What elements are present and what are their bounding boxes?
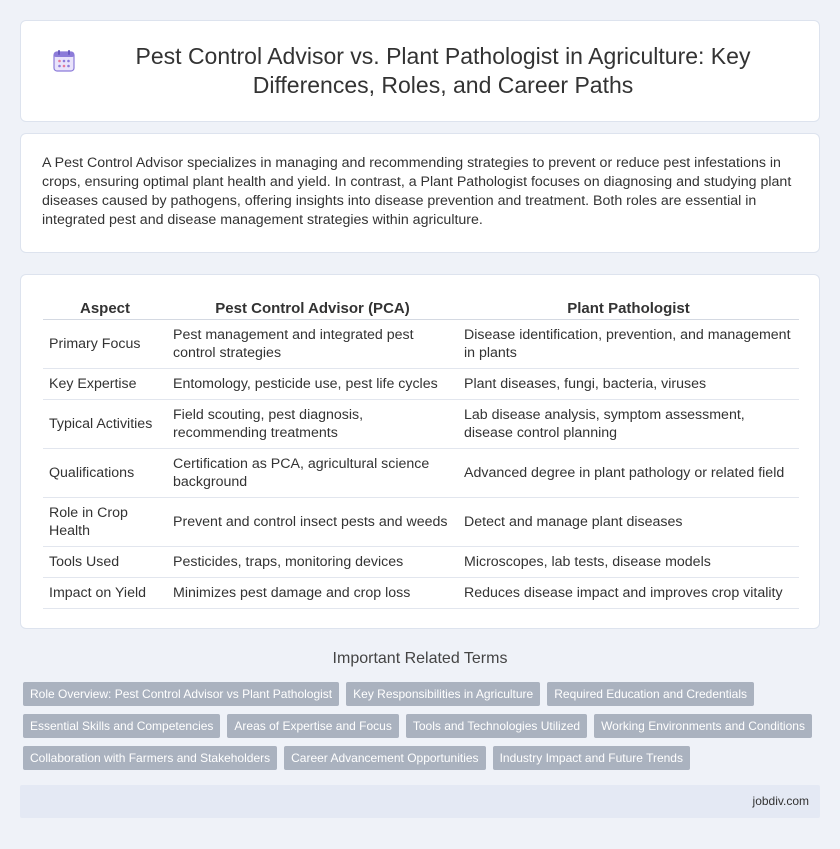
aspect-cell: Typical Activities — [43, 399, 167, 448]
related-term-tag[interactable]: Industry Impact and Future Trends — [493, 746, 690, 770]
intro-card — [20, 133, 820, 253]
pathologist-cell: Plant diseases, fungi, bacteria, viruses — [458, 368, 799, 399]
table-row — [43, 448, 799, 497]
aspect-cell: Tools Used — [43, 546, 167, 577]
table-header-row — [43, 297, 799, 319]
table-row — [43, 577, 799, 608]
related-term-tag[interactable]: Tools and Technologies Utilized — [406, 714, 587, 738]
related-terms-list — [23, 682, 823, 770]
title-card — [20, 20, 820, 122]
pca-cell: Certification as PCA, agricultural science background — [167, 448, 458, 497]
comparison-table — [43, 297, 799, 609]
pathologist-cell: Advanced degree in plant pathology or related field — [458, 448, 799, 497]
pca-cell: Pest management and integrated pest control strategies — [167, 319, 458, 368]
related-term-tag[interactable]: Collaboration with Farmers and Stakeholders — [23, 746, 277, 770]
related-term-tag[interactable]: Role Overview: Pest Control Advisor vs Plant Pathologist — [23, 682, 339, 706]
table-row — [43, 497, 799, 546]
pca-cell: Prevent and control insect pests and weeds — [167, 497, 458, 546]
intro-paragraph: A Pest Control Advisor specializes in managing and recommending strategies to prevent or reduce pest infestations in crops, ensuring optimal plant health and yield. In contrast, a Plant Pathologist focuses on diagnosing and studying plant diseases caused by pathogens, offering insights into disease prevention and treatment. Both roles are essential in integrated pest and disease management strategies within agriculture. — [42, 155, 792, 228]
aspect-cell: Qualifications — [43, 448, 167, 497]
pathologist-cell: Lab disease analysis, symptom assessment, disease control planning — [458, 399, 799, 448]
table-row — [43, 319, 799, 368]
related-term-tag[interactable]: Essential Skills and Competencies — [23, 714, 220, 738]
related-term-tag[interactable]: Career Advancement Opportunities — [284, 746, 485, 770]
pca-cell: Entomology, pesticide use, pest life cycles — [167, 368, 458, 399]
pca-cell: Field scouting, pest diagnosis, recommending treatments — [167, 399, 458, 448]
column-header-pca: Pest Control Advisor (PCA) — [167, 297, 458, 319]
calendar-icon — [51, 48, 77, 74]
title-wrap — [51, 42, 789, 100]
pca-cell: Minimizes pest damage and crop loss — [167, 577, 458, 608]
aspect-cell: Key Expertise — [43, 368, 167, 399]
aspect-cell: Impact on Yield — [43, 577, 167, 608]
table-row — [43, 546, 799, 577]
related-terms-heading: Important Related Terms — [332, 650, 508, 667]
column-header-aspect: Aspect — [43, 297, 167, 319]
aspect-cell: Role in Crop Health — [43, 497, 167, 546]
pathologist-cell: Disease identification, prevention, and management in plants — [458, 319, 799, 368]
related-term-tag[interactable]: Areas of Expertise and Focus — [227, 714, 398, 738]
pathologist-cell: Detect and manage plant diseases — [458, 497, 799, 546]
pca-cell: Pesticides, traps, monitoring devices — [167, 546, 458, 577]
footer — [20, 785, 820, 818]
page-title: Pest Control Advisor vs. Plant Pathologist in Agriculture: Key Differences, Roles, and Career Paths — [135, 43, 751, 98]
comparison-table-card — [20, 274, 820, 629]
related-term-tag[interactable]: Key Responsibilities in Agriculture — [346, 682, 540, 706]
related-term-tag[interactable]: Required Education and Credentials — [547, 682, 754, 706]
column-header-plant-pathologist: Plant Pathologist — [458, 297, 799, 319]
related-term-tag[interactable]: Working Environments and Conditions — [594, 714, 812, 738]
aspect-cell: Primary Focus — [43, 319, 167, 368]
pathologist-cell: Reduces disease impact and improves crop vitality — [458, 577, 799, 608]
footer-site-link[interactable]: jobdiv.com — [752, 794, 809, 808]
table-row — [43, 368, 799, 399]
pathologist-cell: Microscopes, lab tests, disease models — [458, 546, 799, 577]
table-row — [43, 399, 799, 448]
